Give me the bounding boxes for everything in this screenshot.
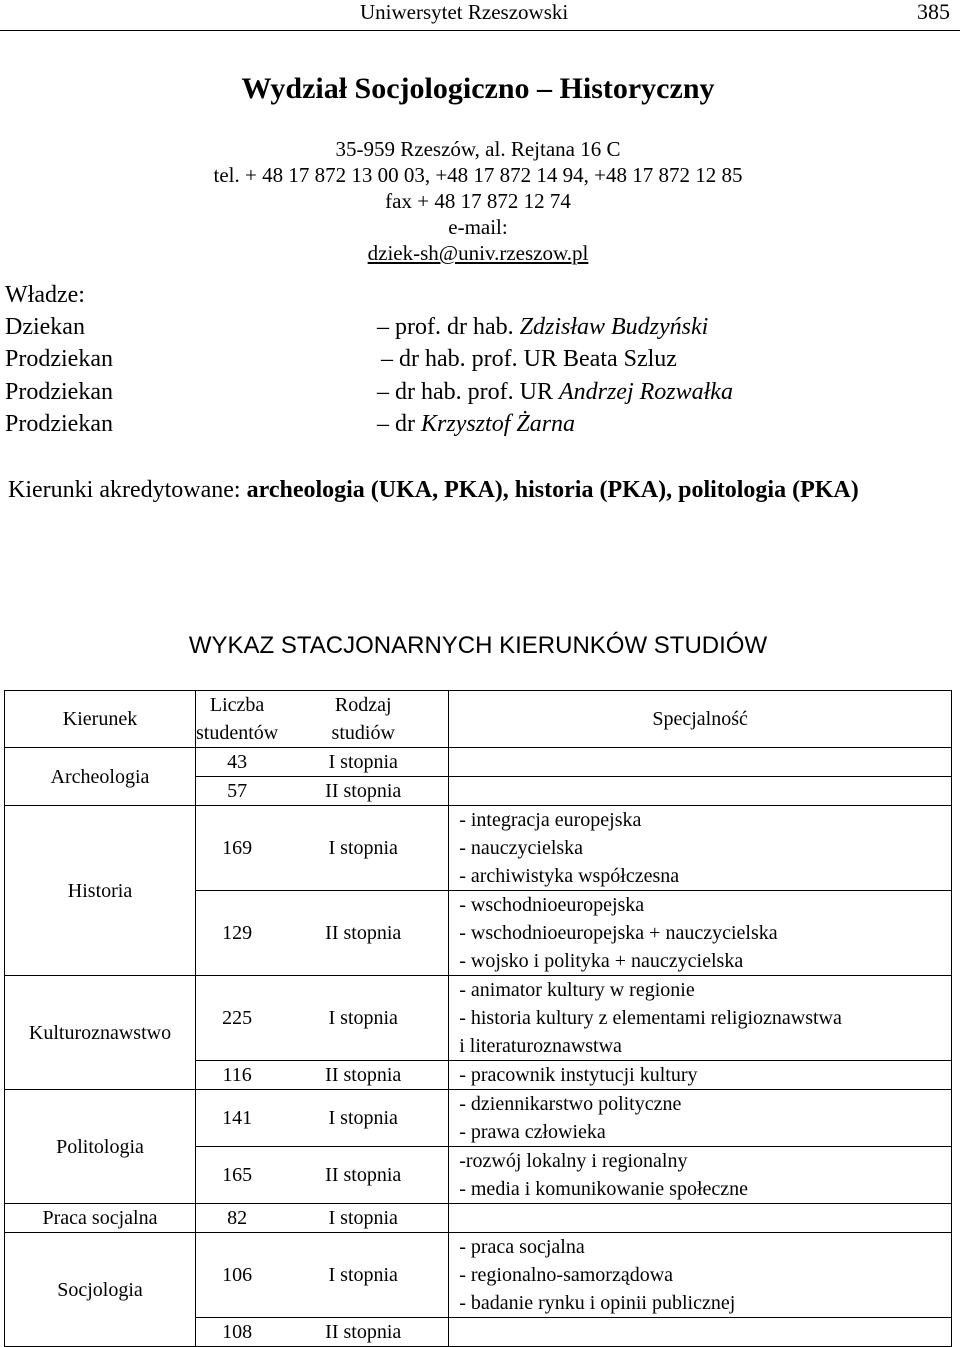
study-level: I stopnia bbox=[278, 806, 449, 891]
specialisation bbox=[449, 748, 952, 777]
authority-role: Prodziekan bbox=[5, 346, 113, 372]
study-level: I stopnia bbox=[278, 976, 449, 1061]
table-title: WYKAZ STACJONARNYCH KIERUNKÓW STUDIÓW bbox=[188, 632, 768, 659]
phone-line: tel. + 48 17 872 13 00 03, +48 17 872 14 94, +48 17 872 12 85 bbox=[213, 163, 743, 187]
specialisation bbox=[449, 1204, 952, 1233]
programme-name: Archeologia bbox=[5, 748, 196, 806]
specialisation bbox=[449, 1318, 952, 1347]
university-name: Uniwersytet Rzeszowski bbox=[360, 0, 569, 24]
specialisation: - praca socjalna - regionalno-samorządowa - badanie rynku i opinii publicznej bbox=[449, 1233, 952, 1318]
programme-name: Praca socjalna bbox=[5, 1204, 196, 1233]
student-count: 225 bbox=[196, 976, 279, 1061]
specialisation: - animator kultury w regionie - historia kultury z elementami religioznawstwa i literaturoznawstwa bbox=[449, 976, 952, 1061]
student-count: 43 bbox=[196, 748, 279, 777]
authority-person: – dr Krzysztof Żarna bbox=[377, 411, 576, 437]
student-count: 82 bbox=[196, 1204, 279, 1233]
student-count: 116 bbox=[196, 1061, 279, 1090]
page-header bbox=[0, 0, 960, 31]
accredited-programmes: Kierunki akredytowane: archeologia (UKA, PKA), historia (PKA), politologia (PKA) bbox=[8, 477, 859, 503]
authority-role: Dziekan bbox=[5, 314, 85, 340]
study-programmes-table bbox=[4, 690, 952, 1347]
study-level: II stopnia bbox=[278, 1318, 449, 1347]
study-level: I stopnia bbox=[278, 748, 449, 777]
header-kierunek: Kierunek bbox=[5, 691, 196, 748]
specialisation: - integracja europejska - nauczycielska - archiwistyka współczesna bbox=[449, 806, 952, 891]
faculty-title: Wydział Socjologiczno – Historyczny bbox=[241, 72, 715, 105]
authority-role: Prodziekan bbox=[5, 379, 113, 405]
specialisation: -rozwój lokalny i regionalny - media i komunikowanie społeczne bbox=[449, 1147, 952, 1204]
email-link[interactable]: dziek-sh@univ.rzeszow.pl bbox=[367, 241, 589, 265]
student-count: 106 bbox=[196, 1233, 279, 1318]
study-level: II stopnia bbox=[278, 891, 449, 976]
programme-name: Historia bbox=[5, 806, 196, 976]
authority-person: – prof. dr hab. Zdzisław Budzyński bbox=[377, 314, 709, 340]
programme-name: Politologia bbox=[5, 1090, 196, 1204]
specialisation: - pracownik instytucji kultury bbox=[449, 1061, 952, 1090]
student-count: 108 bbox=[196, 1318, 279, 1347]
student-count: 129 bbox=[196, 891, 279, 976]
authorities-heading: Władze: bbox=[5, 282, 85, 308]
header-liczba: Liczba studentów bbox=[196, 691, 279, 748]
authority-person: – dr hab. prof. UR Andrzej Rozwałka bbox=[377, 379, 733, 405]
student-count: 165 bbox=[196, 1147, 279, 1204]
table-row bbox=[5, 1204, 952, 1233]
table-header-row bbox=[5, 691, 952, 748]
header-rodzaj: Rodzaj studiów bbox=[278, 691, 449, 748]
study-level: I stopnia bbox=[278, 1090, 449, 1147]
address-line: 35-959 Rzeszów, al. Rejtana 16 C bbox=[335, 137, 621, 161]
programme-name: Kulturoznawstwo bbox=[5, 976, 196, 1090]
table-row bbox=[5, 976, 952, 1061]
table-row bbox=[5, 806, 952, 891]
study-level: I stopnia bbox=[278, 1204, 449, 1233]
faculty-contact bbox=[0, 136, 956, 266]
student-count: 141 bbox=[196, 1090, 279, 1147]
authority-role: Prodziekan bbox=[5, 411, 113, 437]
student-count: 169 bbox=[196, 806, 279, 891]
fax-line: fax + 48 17 872 12 74 bbox=[385, 189, 571, 213]
specialisation bbox=[449, 777, 952, 806]
accredited-list: archeologia (UKA, PKA), historia (PKA), politologia (PKA) bbox=[246, 477, 859, 503]
authority-person: – dr hab. prof. UR Beata Szluz bbox=[381, 346, 677, 372]
table-row bbox=[5, 1233, 952, 1318]
student-count: 57 bbox=[196, 777, 279, 806]
header-specjalnosc: Specjalność bbox=[449, 691, 952, 748]
study-level: II stopnia bbox=[278, 1147, 449, 1204]
specialisation: - dziennikarstwo polityczne - prawa człowieka bbox=[449, 1090, 952, 1147]
study-level: II stopnia bbox=[278, 1061, 449, 1090]
page-number: 385 bbox=[917, 0, 950, 24]
table-row bbox=[5, 748, 952, 777]
programme-name: Socjologia bbox=[5, 1233, 196, 1347]
specialisation: - wschodnioeuropejska - wschodnioeuropejska + nauczycielska - wojsko i polityka + nauczycielska bbox=[449, 891, 952, 976]
table-row bbox=[5, 1090, 952, 1147]
study-level: I stopnia bbox=[278, 1233, 449, 1318]
email-line: e-mail: dziek-sh@univ.rzeszow.pl bbox=[0, 214, 956, 266]
study-level: II stopnia bbox=[278, 777, 449, 806]
